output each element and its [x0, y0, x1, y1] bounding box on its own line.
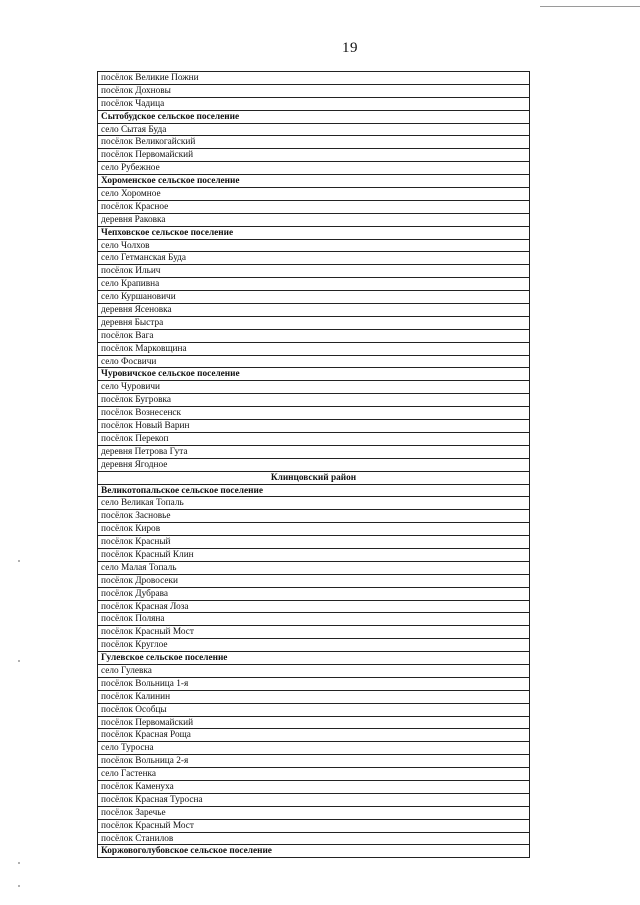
settlement-row: посёлок Дохновы — [98, 85, 529, 98]
settlement-row: посёлок Великогайский — [98, 136, 529, 149]
settlement-row: посёлок Вага — [98, 330, 529, 343]
settlement-row: село Малая Топаль — [98, 562, 529, 575]
settlement-row: посёлок Засновье — [98, 510, 529, 523]
settlement-row: посёлок Великие Пожни — [98, 72, 529, 85]
settlement-row: деревня Быстра — [98, 317, 529, 330]
scan-artifact — [18, 560, 20, 562]
settlement-row: село Великая Топаль — [98, 497, 529, 510]
scan-artifact — [18, 660, 20, 662]
settlement-row: посёлок Первомайский — [98, 149, 529, 162]
settlement-row: село Гулевка — [98, 665, 529, 678]
settlement-row: посёлок Марковщина — [98, 343, 529, 356]
scan-edge-mark — [540, 6, 640, 7]
settlements-table — [97, 71, 530, 858]
settlement-row: посёлок Красный Мост — [98, 626, 529, 639]
settlement-row: посёлок Красная Туросна — [98, 794, 529, 807]
settlement-group-heading: Хороменское сельское поселение — [98, 175, 529, 188]
settlement-row: посёлок Перекоп — [98, 433, 529, 446]
settlement-row: посёлок Красный Мост — [98, 820, 529, 833]
settlement-row: посёлок Особцы — [98, 704, 529, 717]
settlement-row: село Рубежное — [98, 162, 529, 175]
district-heading: Клинцовский район — [98, 472, 529, 485]
settlement-row: деревня Раковка — [98, 214, 529, 227]
settlement-row: село Фосвичи — [98, 356, 529, 369]
settlement-row: посёлок Вольница 2-я — [98, 755, 529, 768]
settlement-row: село Гетманская Буда — [98, 252, 529, 265]
settlement-group-heading: Великотопальское сельское поселение — [98, 485, 529, 498]
settlement-row: село Хоромное — [98, 188, 529, 201]
settlement-row: деревня Петрова Гута — [98, 446, 529, 459]
settlement-row: село Крапивна — [98, 278, 529, 291]
scan-artifact — [18, 885, 20, 887]
settlement-row: посёлок Дровосеки — [98, 575, 529, 588]
settlement-row: село Гастенка — [98, 768, 529, 781]
settlement-row: посёлок Каменуха — [98, 781, 529, 794]
settlement-row: посёлок Станилов — [98, 833, 529, 846]
settlement-row: посёлок Красная Роща — [98, 729, 529, 742]
settlement-row: деревня Ясеновка — [98, 304, 529, 317]
settlement-row: посёлок Круглое — [98, 639, 529, 652]
settlement-row: село Куршановичи — [98, 291, 529, 304]
settlement-row: посёлок Красный Клин — [98, 549, 529, 562]
settlement-row: село Чуровичи — [98, 381, 529, 394]
settlement-row: посёлок Вознесенск — [98, 407, 529, 420]
settlement-group-heading: Сытобудское сельское поселение — [98, 111, 529, 124]
page-number: 19 — [342, 40, 358, 56]
settlement-row: посёлок Первомайский — [98, 717, 529, 730]
settlement-row: посёлок Дубрава — [98, 588, 529, 601]
settlement-group-heading: Гулевское сельское поселение — [98, 652, 529, 665]
settlement-row: посёлок Красное — [98, 201, 529, 214]
settlement-row: посёлок Бугровка — [98, 394, 529, 407]
settlement-row: посёлок Красный — [98, 536, 529, 549]
settlement-row: село Сытая Буда — [98, 124, 529, 137]
settlement-row: село Туросна — [98, 742, 529, 755]
settlement-group-heading: Коржовоголубовское сельское поселение — [98, 845, 529, 858]
settlement-group-heading: Чуровичское сельское поселение — [98, 368, 529, 381]
settlement-row: посёлок Новый Варин — [98, 420, 529, 433]
settlement-row: посёлок Вольница 1-я — [98, 678, 529, 691]
settlement-row: деревня Ягодное — [98, 459, 529, 472]
settlement-row: посёлок Киров — [98, 523, 529, 536]
settlement-row: посёлок Калинин — [98, 691, 529, 704]
settlement-group-heading: Чепховское сельское поселение — [98, 227, 529, 240]
settlement-row: посёлок Чадица — [98, 98, 529, 111]
settlement-row: посёлок Красная Лоза — [98, 601, 529, 614]
settlement-row: посёлок Ильич — [98, 265, 529, 278]
settlement-row: посёлок Поляна — [98, 613, 529, 626]
scan-artifact — [18, 862, 20, 864]
settlement-row: посёлок Заречье — [98, 807, 529, 820]
settlement-row: село Чолхов — [98, 240, 529, 253]
